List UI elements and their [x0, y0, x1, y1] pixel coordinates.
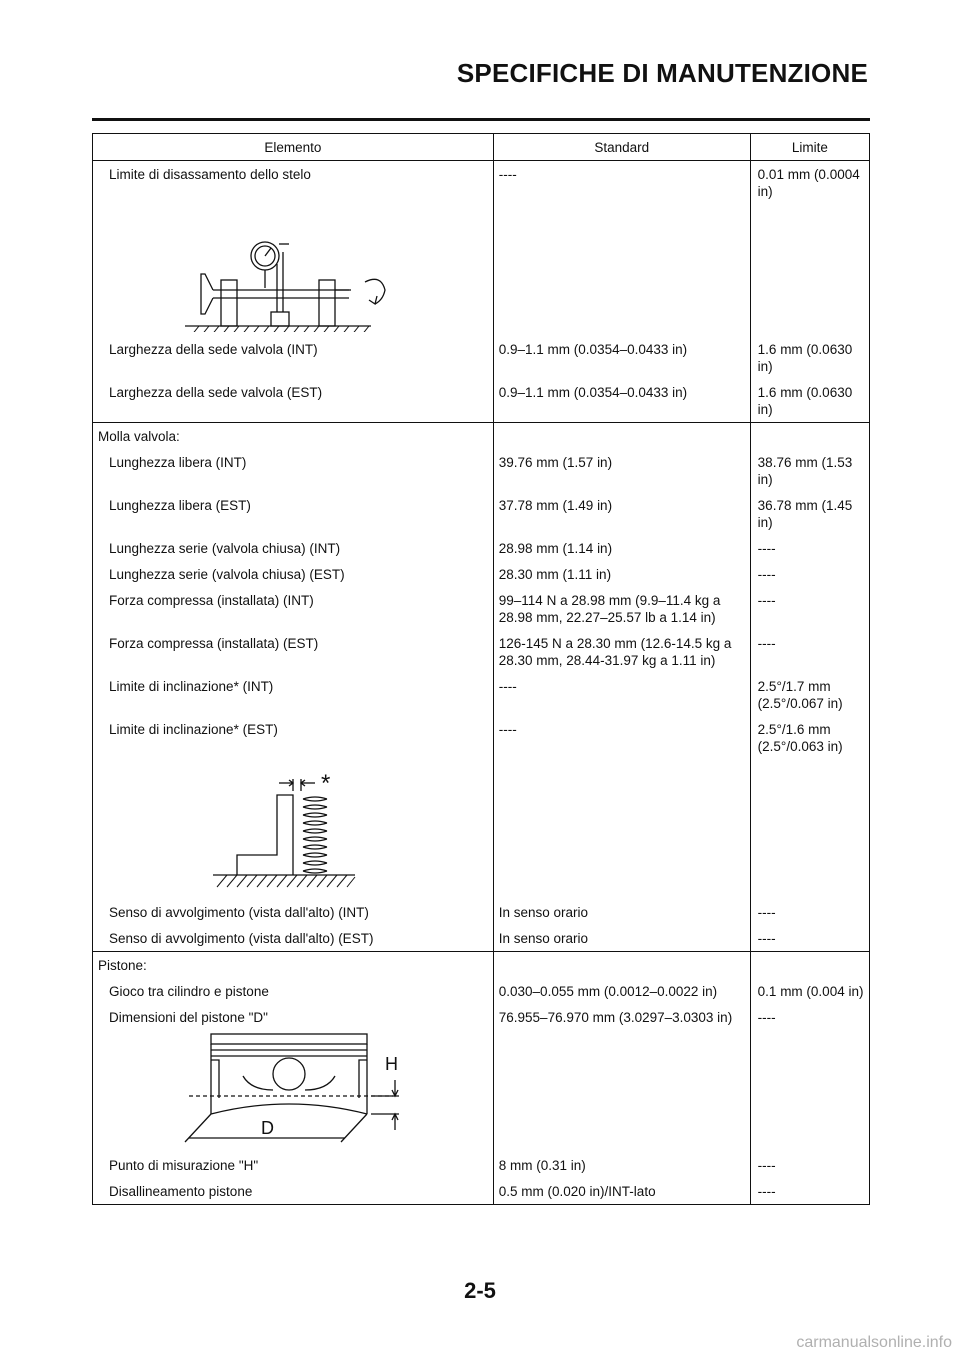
limit-cell: 1.6 mm (0.0630 in): [757, 342, 853, 374]
table-row: [93, 673, 870, 716]
item-cell: Forza compressa (installata) (INT): [93, 587, 494, 630]
item-cell: Larghezza della sede valvola (INT): [93, 336, 494, 379]
piston-label-h: H: [385, 1054, 398, 1074]
group-row: [93, 952, 870, 979]
limit-cell: ----: [757, 931, 776, 946]
figure-row: [93, 759, 870, 899]
standard-cell: 39.76 mm (1.57 in): [493, 449, 750, 492]
title-divider: [92, 118, 870, 121]
item-cell: Lunghezza serie (valvola chiusa) (EST): [93, 561, 494, 587]
standard-cell: 28.98 mm (1.14 in): [493, 535, 750, 561]
standard-cell: 126-145 N a 28.30 mm (12.6-14.5 kg a 28.30 mm, 28.44-31.97 kg a 1.11 in): [493, 630, 750, 673]
standard-cell: 28.30 mm (1.11 in): [493, 561, 750, 587]
item-cell: Disallineamento pistone: [93, 1178, 494, 1205]
piston-figure: [93, 1030, 479, 1148]
limit-cell: ----: [757, 541, 776, 556]
table-row: [93, 336, 870, 379]
item-cell: Lunghezza libera (INT): [93, 449, 494, 492]
valve-runout-figure: [93, 204, 479, 332]
table-row: [93, 449, 870, 492]
standard-cell: 0.9–1.1 mm (0.0354–0.0433 in): [493, 379, 750, 423]
table-row: [93, 925, 870, 952]
limit-cell: ----: [757, 1010, 776, 1025]
watermark: carmanualsonline.info: [796, 1334, 952, 1351]
table-header-row: [93, 134, 870, 161]
item-cell: Dimensioni del pistone "D": [93, 1004, 494, 1030]
item-cell: Forza compressa (installata) (EST): [93, 630, 494, 673]
header-elemento: Elemento: [93, 134, 494, 161]
limit-cell: ----: [757, 1158, 776, 1173]
header-standard: Standard: [493, 134, 750, 161]
limit-cell: ----: [757, 1184, 776, 1199]
limit-cell: ----: [757, 593, 776, 608]
table-row: [93, 587, 870, 630]
table-row: [93, 630, 870, 673]
spring-tilt-figure: [93, 759, 479, 895]
limit-cell: ----: [757, 567, 776, 582]
standard-cell: ----: [493, 161, 750, 205]
limit-cell: ----: [757, 905, 776, 920]
item-cell: Lunghezza serie (valvola chiusa) (INT): [93, 535, 494, 561]
item-cell: Senso di avvolgimento (vista dall'alto) (INT): [93, 899, 494, 925]
tilt-marker-label: *: [321, 770, 331, 797]
group-label: Pistone:: [93, 952, 494, 979]
table-row: [93, 1178, 870, 1205]
table-row: [93, 561, 870, 587]
item-cell: Senso di avvolgimento (vista dall'alto) (EST): [93, 925, 494, 952]
item-cell: Limite di inclinazione* (EST): [93, 716, 494, 759]
limit-cell: 2.5°/1.7 mm (2.5°/0.067 in): [757, 679, 843, 711]
header-limite: Limite: [750, 134, 869, 161]
table-row: [93, 978, 870, 1004]
standard-cell: 8 mm (0.31 in): [493, 1152, 750, 1178]
standard-cell: 37.78 mm (1.49 in): [493, 492, 750, 535]
group-label: Molla valvola:: [93, 423, 494, 450]
item-cell: Larghezza della sede valvola (EST): [93, 379, 494, 423]
table-row: [93, 1004, 870, 1030]
limit-cell: ----: [757, 636, 776, 651]
limit-cell: 0.01 mm (0.0004 in): [757, 167, 860, 199]
figure-row: [93, 1030, 870, 1152]
standard-cell: In senso orario: [493, 899, 750, 925]
group-row: [93, 423, 870, 450]
item-cell: Punto di misurazione "H": [93, 1152, 494, 1178]
standard-cell: 0.9–1.1 mm (0.0354–0.0433 in): [493, 336, 750, 379]
limit-cell: 38.76 mm (1.53 in): [757, 455, 853, 487]
standard-cell: 99–114 N a 28.98 mm (9.9–11.4 kg a 28.98 mm, 22.27–25.57 lb a 1.14 in): [493, 587, 750, 630]
table-row: [93, 492, 870, 535]
limit-cell: 2.5°/1.6 mm (2.5°/0.063 in): [757, 722, 843, 754]
table-row: [93, 1152, 870, 1178]
table-row: [93, 716, 870, 759]
standard-cell: In senso orario: [493, 925, 750, 952]
standard-cell: 0.030–0.055 mm (0.0012–0.0022 in): [493, 978, 750, 1004]
table-row: [93, 161, 870, 205]
spec-table: [92, 133, 870, 1205]
item-cell: Limite di disassamento dello stelo: [93, 161, 494, 205]
item-cell: Limite di inclinazione* (INT): [93, 673, 494, 716]
standard-cell: ----: [493, 716, 750, 759]
limit-cell: 0.1 mm (0.004 in): [757, 984, 864, 999]
limit-cell: 1.6 mm (0.0630 in): [757, 385, 853, 417]
limit-cell: 36.78 mm (1.45 in): [757, 498, 853, 530]
figure-row: [93, 204, 870, 336]
table-row: [93, 379, 870, 423]
standard-cell: 76.955–76.970 mm (3.0297–3.0303 in): [493, 1004, 750, 1030]
item-cell: Gioco tra cilindro e pistone: [93, 978, 494, 1004]
table-row: [93, 535, 870, 561]
page-title: SPECIFICHE DI MANUTENZIONE: [456, 58, 868, 88]
table-row: [93, 899, 870, 925]
page-number: 2-5: [464, 1278, 496, 1303]
piston-label-d: D: [261, 1118, 274, 1138]
standard-cell: 0.5 mm (0.020 in)/INT-lato: [493, 1178, 750, 1205]
standard-cell: ----: [493, 673, 750, 716]
item-cell: Lunghezza libera (EST): [93, 492, 494, 535]
